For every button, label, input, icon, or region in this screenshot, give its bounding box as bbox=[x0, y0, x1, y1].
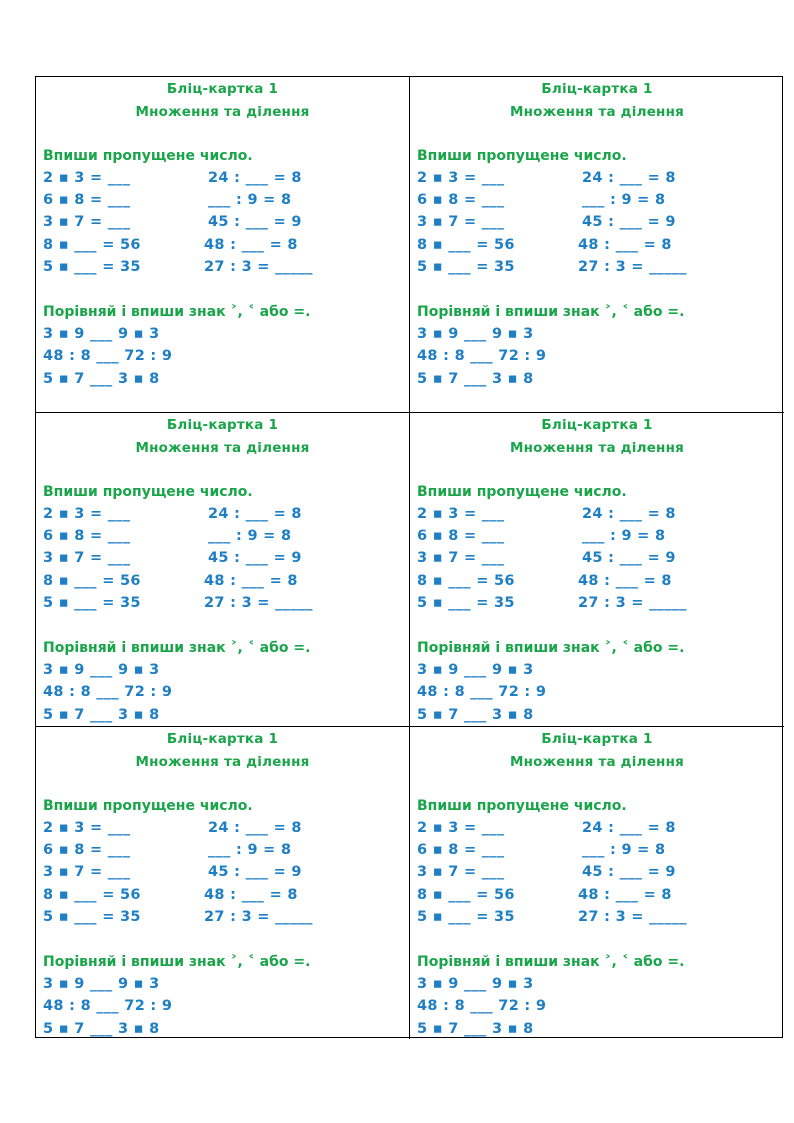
equation-left: 3 ▪ 7 = ___ bbox=[43, 214, 131, 230]
task-missing-number-heading: Впиши пропущене число. bbox=[417, 148, 627, 164]
flashcard bbox=[410, 727, 784, 1039]
flashcard bbox=[410, 77, 784, 413]
equation-left: 5 ▪ ___ = 35 bbox=[43, 259, 141, 275]
task-missing-number-heading: Впиши пропущене число. bbox=[417, 798, 627, 814]
task-missing-number-heading: Впиши пропущене число. bbox=[43, 484, 253, 500]
equation-right: ___ : 9 = 8 bbox=[208, 528, 292, 544]
comparison: 5 ▪ 7 ___ 3 ▪ 8 bbox=[43, 707, 160, 723]
equation-left: 2 ▪ 3 = ___ bbox=[43, 170, 131, 186]
comparison: 48 : 8 ___ 72 : 9 bbox=[417, 348, 547, 364]
equation-right: 48 : ___ = 8 bbox=[578, 887, 672, 903]
equation-right: ___ : 9 = 8 bbox=[208, 192, 292, 208]
equation-left: 5 ▪ ___ = 35 bbox=[43, 909, 141, 925]
equation-left: 2 ▪ 3 = ___ bbox=[417, 820, 505, 836]
equation-right: 45 : ___ = 9 bbox=[582, 550, 676, 566]
equation-left: 8 ▪ ___ = 56 bbox=[417, 573, 515, 589]
equation-right: ___ : 9 = 8 bbox=[208, 842, 292, 858]
comparison: 48 : 8 ___ 72 : 9 bbox=[43, 348, 173, 364]
equation-right: 27 : 3 = _____ bbox=[204, 595, 313, 611]
equation-right: 48 : ___ = 8 bbox=[204, 887, 298, 903]
equation-right: 48 : ___ = 8 bbox=[578, 237, 672, 253]
equation-right: 45 : ___ = 9 bbox=[208, 864, 302, 880]
equation-left: 6 ▪ 8 = ___ bbox=[417, 528, 505, 544]
equation-left: 5 ▪ ___ = 35 bbox=[417, 909, 515, 925]
task-compare-heading: Порівняй і впиши знак ˃, ˂ або =. bbox=[43, 954, 311, 970]
equation-right: 27 : 3 = _____ bbox=[578, 595, 687, 611]
equation-right: 45 : ___ = 9 bbox=[582, 864, 676, 880]
card-title: Бліц-картка 1 bbox=[166, 731, 279, 747]
comparison: 5 ▪ 7 ___ 3 ▪ 8 bbox=[417, 707, 534, 723]
equation-left: 2 ▪ 3 = ___ bbox=[43, 820, 131, 836]
comparison: 3 ▪ 9 ___ 9 ▪ 3 bbox=[417, 976, 534, 992]
flashcard bbox=[36, 77, 410, 413]
card-subtitle: Множення та ділення bbox=[135, 754, 310, 770]
equation-right: 48 : ___ = 8 bbox=[204, 573, 298, 589]
equation-left: 5 ▪ ___ = 35 bbox=[417, 595, 515, 611]
card-subtitle: Множення та ділення bbox=[510, 104, 684, 120]
equation-left: 5 ▪ ___ = 35 bbox=[417, 259, 515, 275]
equation-left: 8 ▪ ___ = 56 bbox=[417, 887, 515, 903]
task-compare-heading: Порівняй і впиши знак ˃, ˂ або =. bbox=[417, 640, 685, 656]
comparison: 5 ▪ 7 ___ 3 ▪ 8 bbox=[417, 371, 534, 387]
card-title: Бліц-картка 1 bbox=[541, 731, 653, 747]
equation-right: 24 : ___ = 8 bbox=[582, 820, 676, 836]
card-title: Бліц-картка 1 bbox=[541, 417, 653, 433]
comparison: 3 ▪ 9 ___ 9 ▪ 3 bbox=[417, 662, 534, 678]
equation-left: 6 ▪ 8 = ___ bbox=[43, 192, 131, 208]
equation-left: 3 ▪ 7 = ___ bbox=[43, 550, 131, 566]
equation-right: 27 : 3 = _____ bbox=[578, 259, 687, 275]
comparison: 3 ▪ 9 ___ 9 ▪ 3 bbox=[43, 326, 160, 342]
equation-left: 3 ▪ 7 = ___ bbox=[417, 550, 505, 566]
task-missing-number-heading: Впиши пропущене число. bbox=[417, 484, 627, 500]
comparison: 48 : 8 ___ 72 : 9 bbox=[417, 998, 547, 1014]
equation-right: 45 : ___ = 9 bbox=[208, 550, 302, 566]
equation-left: 6 ▪ 8 = ___ bbox=[43, 528, 131, 544]
comparison: 3 ▪ 9 ___ 9 ▪ 3 bbox=[417, 326, 534, 342]
comparison: 48 : 8 ___ 72 : 9 bbox=[43, 684, 173, 700]
equation-right: 48 : ___ = 8 bbox=[578, 573, 672, 589]
equation-right: 24 : ___ = 8 bbox=[208, 506, 302, 522]
equation-right: 27 : 3 = _____ bbox=[578, 909, 687, 925]
card-subtitle: Множення та ділення bbox=[135, 104, 310, 120]
equation-right: 45 : ___ = 9 bbox=[208, 214, 302, 230]
equation-right: ___ : 9 = 8 bbox=[582, 528, 666, 544]
card-title: Бліц-картка 1 bbox=[166, 417, 279, 433]
card-subtitle: Множення та ділення bbox=[510, 754, 684, 770]
comparison: 48 : 8 ___ 72 : 9 bbox=[43, 998, 173, 1014]
equation-left: 3 ▪ 7 = ___ bbox=[417, 864, 505, 880]
equation-right: 24 : ___ = 8 bbox=[582, 170, 676, 186]
equation-left: 5 ▪ ___ = 35 bbox=[43, 595, 141, 611]
comparison: 3 ▪ 9 ___ 9 ▪ 3 bbox=[43, 662, 160, 678]
task-compare-heading: Порівняй і впиши знак ˃, ˂ або =. bbox=[43, 640, 311, 656]
task-compare-heading: Порівняй і впиши знак ˃, ˂ або =. bbox=[417, 304, 685, 320]
equation-right: ___ : 9 = 8 bbox=[582, 842, 666, 858]
equation-left: 2 ▪ 3 = ___ bbox=[417, 506, 505, 522]
task-compare-heading: Порівняй і впиши знак ˃, ˂ або =. bbox=[417, 954, 685, 970]
flashcard bbox=[36, 727, 410, 1039]
equation-right: 27 : 3 = _____ bbox=[204, 259, 313, 275]
card-subtitle: Множення та ділення bbox=[135, 440, 310, 456]
equation-left: 3 ▪ 7 = ___ bbox=[43, 864, 131, 880]
task-missing-number-heading: Впиши пропущене число. bbox=[43, 148, 253, 164]
equation-right: 27 : 3 = _____ bbox=[204, 909, 313, 925]
flashcard bbox=[410, 413, 784, 727]
equation-right: 24 : ___ = 8 bbox=[208, 820, 302, 836]
equation-left: 3 ▪ 7 = ___ bbox=[417, 214, 505, 230]
comparison: 3 ▪ 9 ___ 9 ▪ 3 bbox=[43, 976, 160, 992]
equation-right: 48 : ___ = 8 bbox=[204, 237, 298, 253]
equation-left: 8 ▪ ___ = 56 bbox=[417, 237, 515, 253]
card-subtitle: Множення та ділення bbox=[510, 440, 684, 456]
equation-left: 6 ▪ 8 = ___ bbox=[417, 192, 505, 208]
flashcard bbox=[36, 413, 410, 727]
equation-left: 6 ▪ 8 = ___ bbox=[43, 842, 131, 858]
equation-left: 8 ▪ ___ = 56 bbox=[43, 887, 141, 903]
comparison: 48 : 8 ___ 72 : 9 bbox=[417, 684, 547, 700]
equation-left: 6 ▪ 8 = ___ bbox=[417, 842, 505, 858]
comparison: 5 ▪ 7 ___ 3 ▪ 8 bbox=[43, 371, 160, 387]
equation-left: 2 ▪ 3 = ___ bbox=[43, 506, 131, 522]
card-title: Бліц-картка 1 bbox=[166, 81, 279, 97]
equation-right: ___ : 9 = 8 bbox=[582, 192, 666, 208]
comparison: 5 ▪ 7 ___ 3 ▪ 8 bbox=[417, 1021, 534, 1037]
equation-right: 45 : ___ = 9 bbox=[582, 214, 676, 230]
card-title: Бліц-картка 1 bbox=[541, 81, 653, 97]
equation-left: 2 ▪ 3 = ___ bbox=[417, 170, 505, 186]
comparison: 5 ▪ 7 ___ 3 ▪ 8 bbox=[43, 1021, 160, 1037]
equation-left: 8 ▪ ___ = 56 bbox=[43, 237, 141, 253]
equation-left: 8 ▪ ___ = 56 bbox=[43, 573, 141, 589]
flashcard-grid bbox=[35, 76, 783, 1038]
equation-right: 24 : ___ = 8 bbox=[208, 170, 302, 186]
task-compare-heading: Порівняй і впиши знак ˃, ˂ або =. bbox=[43, 304, 311, 320]
task-missing-number-heading: Впиши пропущене число. bbox=[43, 798, 253, 814]
equation-right: 24 : ___ = 8 bbox=[582, 506, 676, 522]
